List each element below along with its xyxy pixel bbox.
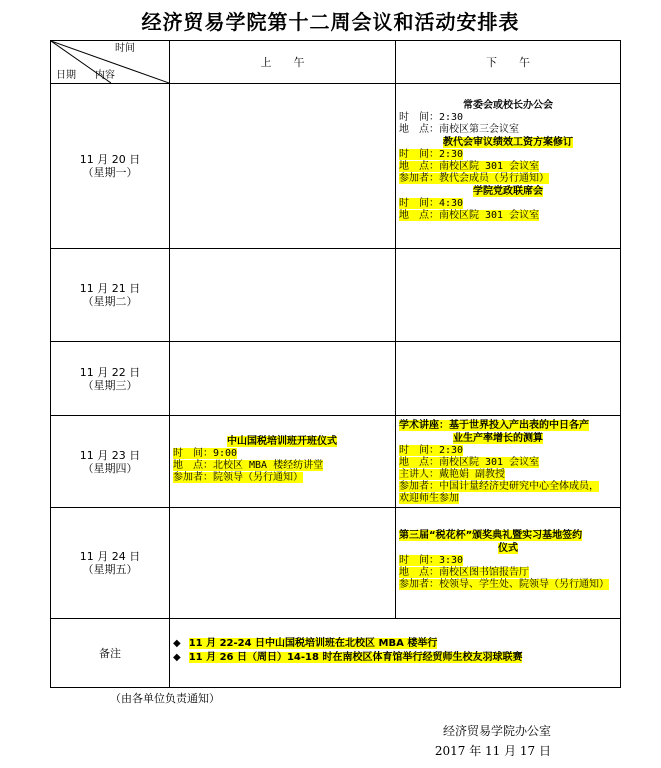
header-afternoon: 下 午 [486, 55, 530, 69]
signature-date: 2017 年 11 月 17 日 [434, 744, 551, 758]
event-place: 地 点：南校区第三会议室 [399, 124, 519, 135]
date-cell-fri [51, 508, 169, 618]
mon-afternoon-events [399, 99, 617, 222]
col-divider [169, 41, 170, 687]
event-title: 常委会或校长办公会 [463, 100, 553, 111]
bullet-icon: ◆ [173, 652, 181, 663]
date-text: 11 月 22 日 [79, 365, 141, 379]
col-divider [395, 41, 396, 618]
date-cell-wed [51, 342, 169, 415]
event-attendees: 参加者：中国计量经济史研究中心全体成员， [399, 481, 599, 492]
weekday-text: （星期二） [82, 295, 138, 308]
date-text: 11 月 24 日 [79, 550, 141, 563]
note-text: 11 月 26 日（周日）14-18 时在南校区体育馆举行经贸师生校友羽球联赛 [188, 652, 523, 663]
event-attendees-cont: 欢迎师生参加 [399, 493, 459, 504]
event-title: 学术讲座：基于世界投入产出表的中日各产 [399, 420, 589, 431]
event-title: 教代会审议绩效工资方案修订 [443, 137, 573, 148]
date-cell-tue [51, 249, 169, 341]
event-place: 地 点：南校区院 301 会议室 [399, 210, 540, 221]
weekday-text: （星期三） [82, 378, 138, 392]
event-speaker: 主讲人：戴艳娟 副教授 [399, 469, 506, 480]
thu-morning-event [173, 435, 391, 484]
date-cell-mon [51, 84, 169, 248]
note-item [173, 637, 613, 651]
fri-afternoon-event [399, 529, 617, 591]
event-time: 时 间：9:00 [173, 448, 238, 459]
notes-label: 备注 [99, 646, 121, 660]
event-attendees: 参加者：校领导、学生处、院领导（另行通知） [399, 579, 609, 590]
event-title-cont: 业生产率增长的测算 [453, 433, 543, 444]
notes-list [173, 637, 613, 665]
header-morning: 上 午 [260, 55, 305, 69]
event-time: 时 间：2:30 [399, 112, 464, 123]
date-text: 11 月 23 日 [79, 448, 141, 462]
bullet-icon: ◆ [173, 638, 181, 649]
event-place: 地 点：南校区院 301 会议室 [399, 457, 540, 468]
weekday-text: （星期一） [82, 166, 138, 179]
header-date-label: 日期 [56, 70, 76, 81]
event-place: 地 点：北校区 MBA 楼经纺讲堂 [173, 460, 324, 471]
event-place: 地 点：南校区图书馆报告厅 [399, 567, 529, 578]
date-text: 11 月 21 日 [79, 282, 141, 295]
weekday-text: （星期五） [82, 563, 138, 576]
event-title: 中山国税培训班开班仪式 [227, 436, 337, 447]
event-attendees: 参加者：教代会成员（另行通知） [399, 173, 549, 184]
event-time: 时 间：2:30 [399, 149, 464, 160]
event-time: 时 间：2:30 [399, 445, 464, 456]
note-text: 11 月 22-24 日中山国税培训班在北校区 MBA 楼举行 [188, 638, 438, 649]
header-content-label: 内容 [95, 70, 115, 81]
note-item [173, 651, 613, 665]
page-title: 经济贸易学院第十二周会议和活动安排表 [141, 10, 520, 34]
schedule-table [50, 40, 621, 688]
event-time: 时 间：3:30 [399, 555, 464, 566]
event-title: 第三届“税花杯”颁奖典礼暨实习基地签约 [399, 530, 583, 541]
notification-note: （由各单位负责通知） [110, 692, 220, 705]
weekday-text: （星期四） [82, 461, 138, 475]
event-place: 地 点：南校区院 301 会议室 [399, 161, 540, 172]
date-text: 11 月 20 日 [79, 153, 141, 166]
header-time-label: 时间 [115, 43, 135, 54]
office-signature: 经济贸易学院办公室 [442, 724, 551, 738]
date-cell-thu [51, 416, 169, 507]
event-time: 时 间：4:30 [399, 198, 464, 209]
event-title: 学院党政联席会 [473, 186, 543, 197]
event-attendees: 参加者：院领导（另行通知） [173, 472, 303, 483]
event-title-cont: 仪式 [498, 543, 518, 554]
thu-afternoon-event [399, 419, 617, 505]
